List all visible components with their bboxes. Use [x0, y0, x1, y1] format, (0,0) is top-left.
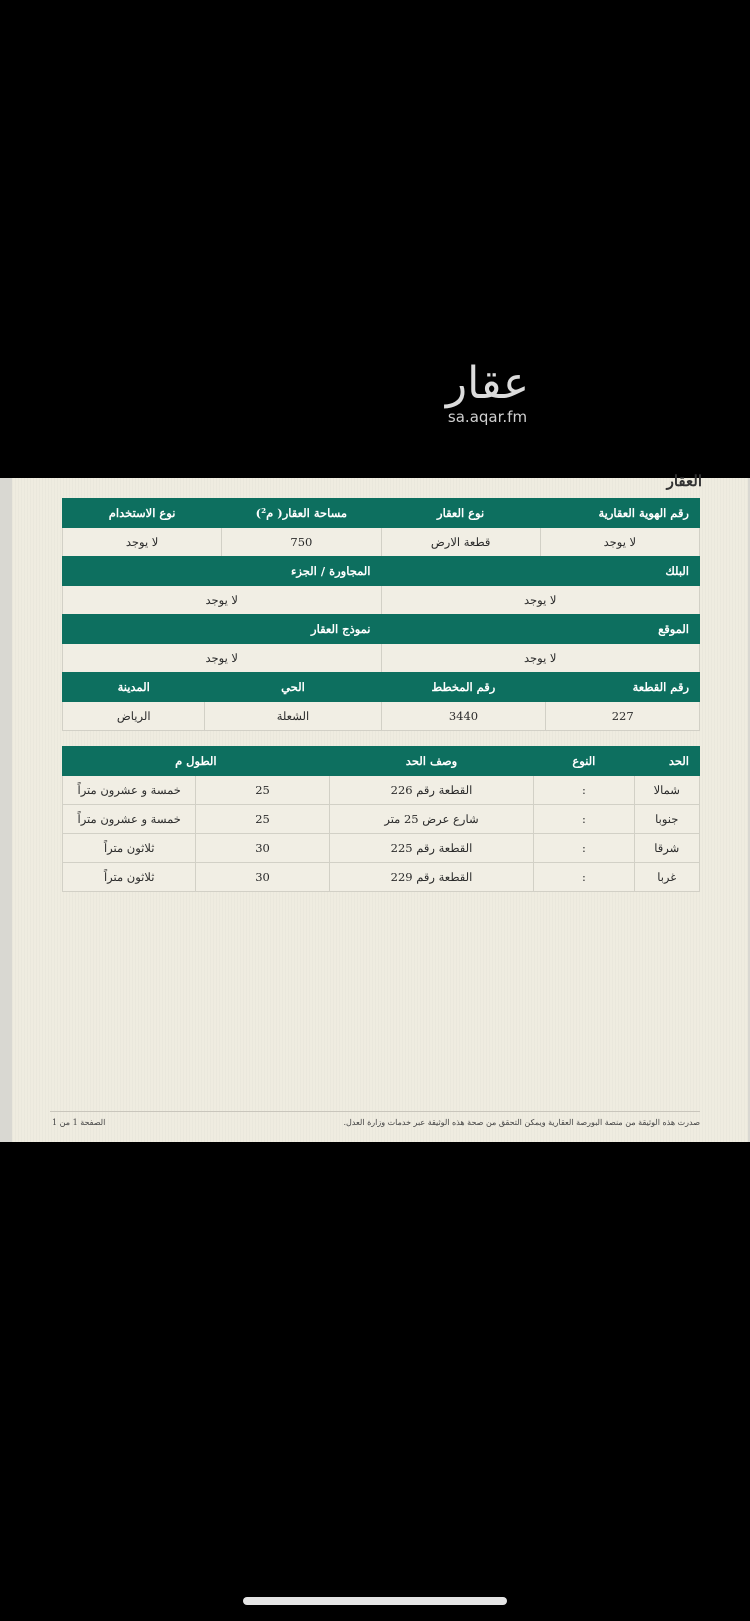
footer-divider [50, 1111, 700, 1112]
table-row [63, 834, 700, 863]
table-row [63, 702, 700, 731]
property-info-table [62, 498, 700, 557]
block-table [62, 556, 700, 615]
table-row [63, 863, 700, 892]
cell: شارع عرض 25 متر [329, 805, 534, 834]
home-indicator[interactable] [243, 1597, 507, 1605]
header-cell: وصف الحد [329, 747, 534, 776]
page-number: الصفحة 1 من 1 [52, 1118, 106, 1127]
cell: ثلاثون متراً [63, 863, 196, 892]
document-page [0, 472, 750, 1142]
cell: شرقا [634, 834, 699, 863]
header-cell: نوع الاستخدام [63, 499, 222, 528]
watermark-arabic: عقار [445, 358, 530, 409]
table-row [63, 644, 700, 673]
cell: 25 [196, 776, 329, 805]
header-cell: الحد [634, 747, 699, 776]
page-edge-left [0, 478, 12, 1142]
cell: لا يوجد [381, 644, 700, 673]
footer-note: صدرت هذه الوثيقة من منصة البورصة العقارية ويمكن التحقق من صحة هذه الوثيقة عبر خدمات وزارة العدل. [343, 1118, 700, 1127]
table-row [63, 586, 700, 615]
table-header-row [63, 499, 700, 528]
cell: : [534, 834, 634, 863]
cell: جنوبا [634, 805, 699, 834]
table-header-row [63, 747, 700, 776]
header-cell: الطول م [63, 747, 330, 776]
header-cell: مساحة العقار( م²) [222, 499, 381, 528]
table-header-row [63, 673, 700, 702]
cell: القطعة رقم 229 [329, 863, 534, 892]
location-table [62, 614, 700, 673]
cell: لا يوجد [63, 528, 222, 557]
cell: 750 [222, 528, 381, 557]
header-cell: النوع [534, 747, 634, 776]
table-row [63, 805, 700, 834]
table-header-row [63, 615, 700, 644]
section-title: العقار [666, 472, 702, 490]
header-cell: الحي [205, 673, 381, 702]
watermark-url: sa.aqar.fm [447, 408, 528, 426]
aqar-watermark [430, 360, 545, 430]
table-row [63, 776, 700, 805]
cell: القطعة رقم 225 [329, 834, 534, 863]
cell: 25 [196, 805, 329, 834]
cell: لا يوجد [540, 528, 699, 557]
header-cell: رقم القطعة [546, 673, 700, 702]
header-cell: نوع العقار [381, 499, 540, 528]
cell: : [534, 776, 634, 805]
cell: لا يوجد [63, 586, 382, 615]
cell: الشعلة [205, 702, 381, 731]
cell: : [534, 863, 634, 892]
header-cell: رقم الهوية العقارية [540, 499, 699, 528]
header-cell: الموقع [381, 615, 700, 644]
header-cell: نموذج العقار [63, 615, 382, 644]
header-cell: المجاورة / الجزء [63, 557, 382, 586]
cell: شمالا [634, 776, 699, 805]
header-cell: المدينة [63, 673, 205, 702]
cell: خمسة و عشرون متراً [63, 776, 196, 805]
table-header-row [63, 557, 700, 586]
cell: 30 [196, 834, 329, 863]
cell: لا يوجد [63, 644, 382, 673]
cell: ثلاثون متراً [63, 834, 196, 863]
cell: غربا [634, 863, 699, 892]
cell: 227 [546, 702, 700, 731]
header-cell: رقم المخطط [381, 673, 546, 702]
plot-table [62, 672, 700, 731]
cell: 3440 [381, 702, 546, 731]
header-cell: البلك [381, 557, 700, 586]
cell: : [534, 805, 634, 834]
cell: القطعة رقم 226 [329, 776, 534, 805]
cell: 30 [196, 863, 329, 892]
cell: قطعة الارض [381, 528, 540, 557]
cell: خمسة و عشرون متراً [63, 805, 196, 834]
cell: الرياض [63, 702, 205, 731]
boundaries-table [62, 746, 700, 892]
cell: لا يوجد [381, 586, 700, 615]
table-row [63, 528, 700, 557]
